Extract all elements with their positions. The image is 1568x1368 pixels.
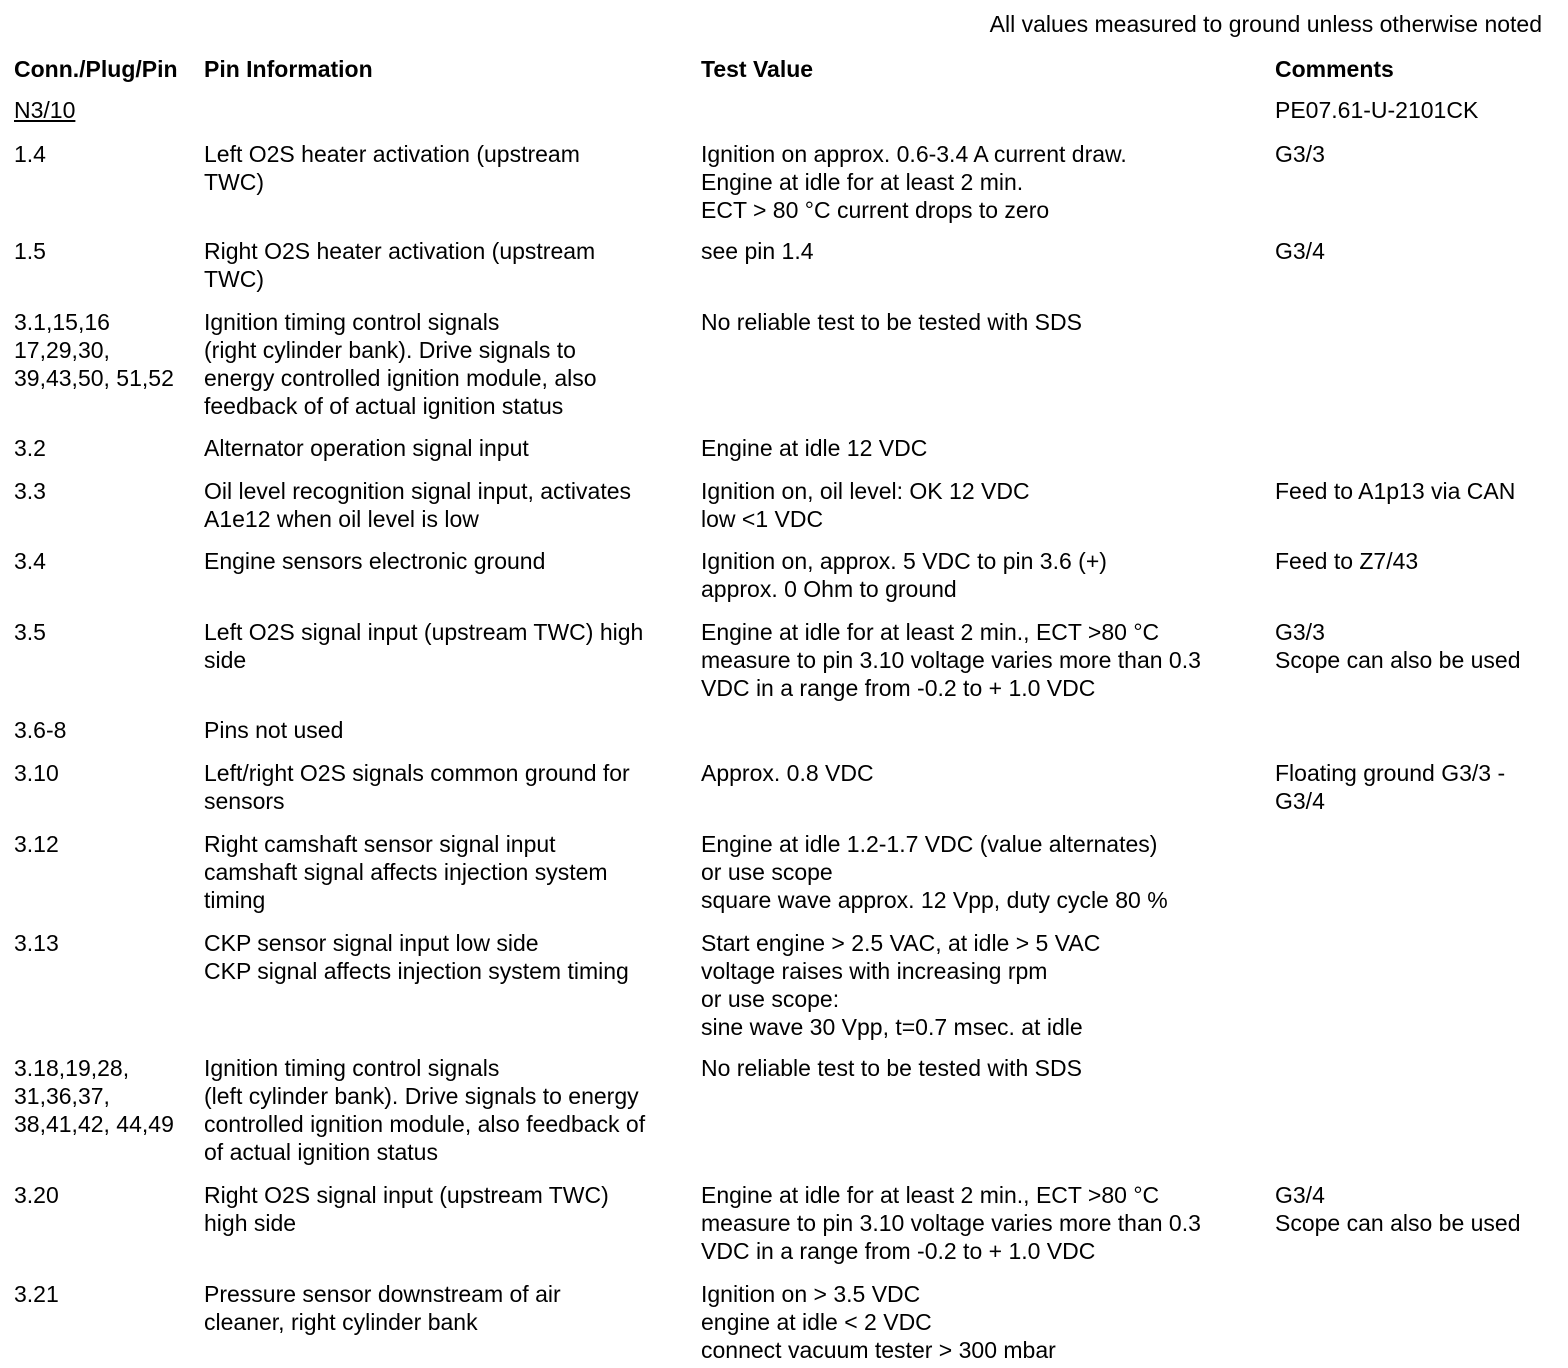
connector-name: N3/10 bbox=[14, 97, 76, 123]
measurement-note: All values measured to ground unless otherwise noted bbox=[989, 11, 1542, 37]
pin-cell: 1.4 bbox=[14, 141, 46, 167]
pin-cell: 3.1,15,16 17,29,30, 39,43,50, 51,52 bbox=[14, 309, 174, 391]
test-value-cell: Engine at idle 12 VDC bbox=[701, 435, 928, 461]
pin-cell: 3.18,19,28, 31,36,37, 38,41,42, 44,49 bbox=[14, 1055, 174, 1137]
pin-info-cell: Engine sensors electronic ground bbox=[204, 548, 546, 574]
connector-reference: PE07.61-U-2101CK bbox=[1275, 97, 1479, 123]
header-test-value: Test Value bbox=[701, 56, 814, 82]
pin-info-cell: Ignition timing control signals (left cylinder bank). Drive signals to energy controlled ignition module, also feedback of of actual ignition status bbox=[204, 1055, 646, 1165]
comment-cell: Feed to A1p13 via CAN bbox=[1275, 478, 1516, 504]
pin-info-cell: Right O2S heater activation (upstream TWC) bbox=[204, 238, 596, 292]
comment-cell: G3/4 bbox=[1275, 238, 1325, 264]
pin-info-cell: Alternator operation signal input bbox=[204, 435, 529, 461]
test-value-cell: Engine at idle 1.2-1.7 VDC (value alternates) or use scope square wave approx. 12 Vpp, duty cycle 80 % bbox=[701, 831, 1168, 913]
pin-cell: 3.4 bbox=[14, 548, 46, 574]
test-value-cell: Engine at idle for at least 2 min., ECT >80 °C measure to pin 3.10 voltage varies more than 0.3 VDC in a range from -0.2 to + 1.0 VDC bbox=[701, 619, 1201, 701]
pin-info-cell: Pressure sensor downstream of air cleaner, right cylinder bank bbox=[204, 1281, 561, 1335]
test-value-cell: see pin 1.4 bbox=[701, 238, 814, 264]
pin-info-cell: Left O2S heater activation (upstream TWC) bbox=[204, 141, 580, 195]
test-value-cell: Start engine > 2.5 VAC, at idle > 5 VAC voltage raises with increasing rpm or use scope: sine wave 30 Vpp, t=0.7 msec. at idle bbox=[701, 930, 1101, 1040]
pin-info-cell: Oil level recognition signal input, activates A1e12 when oil level is low bbox=[204, 478, 632, 532]
header-pin-information: Pin Information bbox=[204, 56, 373, 82]
test-value-cell: No reliable test to be tested with SDS bbox=[701, 309, 1082, 335]
pin-cell: 3.13 bbox=[14, 930, 59, 956]
test-value-cell: Ignition on approx. 0.6-3.4 A current draw. Engine at idle for at least 2 min. ECT > 80 °C current drops to zero bbox=[701, 141, 1127, 223]
pin-info-cell: Ignition timing control signals (right cylinder bank). Drive signals to energy controlled ignition module, also feedback of of actual ignition status bbox=[204, 309, 597, 419]
test-value-cell: Ignition on, approx. 5 VDC to pin 3.6 (+) approx. 0 Ohm to ground bbox=[701, 548, 1107, 602]
comment-cell: Floating ground G3/3 - G3/4 bbox=[1275, 760, 1506, 814]
test-value-cell: No reliable test to be tested with SDS bbox=[701, 1055, 1082, 1081]
test-value-cell: Ignition on, oil level: OK 12 VDC low <1 VDC bbox=[701, 478, 1030, 532]
test-value-cell: Ignition on > 3.5 VDC engine at idle < 2 VDC connect vacuum tester > 300 mbar bbox=[701, 1281, 1056, 1363]
comment-cell: G3/3 Scope can also be used bbox=[1275, 619, 1521, 673]
pin-cell: 1.5 bbox=[14, 238, 46, 264]
pin-cell: 3.10 bbox=[14, 760, 59, 786]
header-comments: Comments bbox=[1275, 56, 1394, 82]
pin-info-cell: Right camshaft sensor signal input camshaft signal affects injection system timing bbox=[204, 831, 608, 913]
comment-cell: Feed to Z7/43 bbox=[1275, 548, 1419, 574]
pin-cell: 3.21 bbox=[14, 1281, 59, 1307]
header-conn-plug-pin: Conn./Plug/Pin bbox=[14, 56, 178, 82]
pin-cell: 3.20 bbox=[14, 1182, 59, 1208]
comment-cell: G3/3 bbox=[1275, 141, 1325, 167]
comment-cell: G3/4 Scope can also be used bbox=[1275, 1182, 1521, 1236]
test-value-cell: Engine at idle for at least 2 min., ECT >80 °C measure to pin 3.10 voltage varies more than 0.3 VDC in a range from -0.2 to + 1.0 VDC bbox=[701, 1182, 1201, 1264]
pin-info-cell: Right O2S signal input (upstream TWC) high side bbox=[204, 1182, 609, 1236]
pin-cell: 3.12 bbox=[14, 831, 59, 857]
pin-cell: 3.6-8 bbox=[14, 717, 67, 743]
pin-info-cell: CKP sensor signal input low side CKP signal affects injection system timing bbox=[204, 930, 629, 984]
pin-cell: 3.3 bbox=[14, 478, 46, 504]
pin-info-cell: Left O2S signal input (upstream TWC) high side bbox=[204, 619, 644, 673]
test-value-cell: Approx. 0.8 VDC bbox=[701, 760, 874, 786]
pin-info-cell: Left/right O2S signals common ground for sensors bbox=[204, 760, 630, 814]
pin-cell: 3.2 bbox=[14, 435, 46, 461]
pin-cell: 3.5 bbox=[14, 619, 46, 645]
pin-info-cell: Pins not used bbox=[204, 717, 344, 743]
